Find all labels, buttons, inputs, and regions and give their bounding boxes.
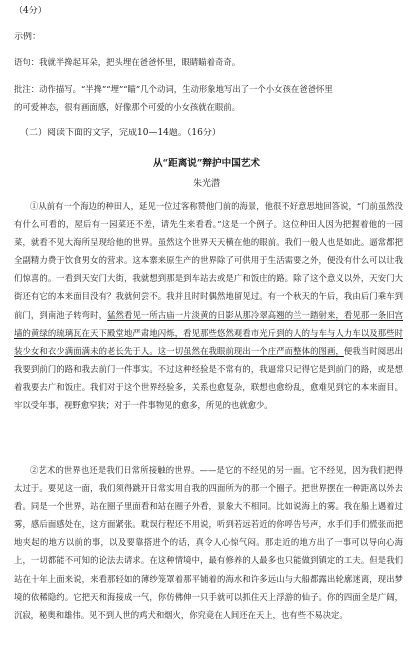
annotation-line-1: 批注：动作描写。“半搀”“埋”“瞄”几个动词，生动形象地写出了一个小女孩在爸爸怀里	[14, 84, 333, 94]
paragraph-1-underlined: 猛然看见一所古庙一片淡黄的日影从那冷翠高翘的兰一踏射来，看见那一条旧宫墙的黄绿的琉璃瓦在天下殿堂地严肃地闪烁，看见那些悠然观看市光斤到的人的与车与人力车以及那些时装少女和衣少满面满未的老长先于人。这一切虽然在我眼前现出一个庄严而整体的图画，	[14, 309, 404, 356]
annotation-line-2: 的可爱神态，很有画面感，好像那个可爱的小女孩就在眼前。	[14, 102, 241, 112]
article-title: 从“距离说”辩护中国艺术	[153, 158, 260, 169]
paragraph-1-text-b: 便我当时阅思出我要到前门的路和我去前门一件事实。不过这种经验是不常有的，我逼常只记得它是到前门的路，或是想着我要去广和饭庄。我们对于这个世界经验多，关系也愈复杂，联想也愈纷乱，愈难见到它的本来面目。牢以受年事，视野愈窄狭；对于一件事物见的愈多，所见的也就愈少。	[14, 345, 404, 411]
paragraph-2: ②艺术的世界也还是我们日常所接触的世界。——是它的不经见的另一面。它不经见，因为我们把得太过于。要见这一面，我们须得跳开日常实用自我的四面所为的那一个圈子。把世界摆在一种距离以外去看。同是一个世界，站在圈子里面看和站在圈子外看，景象大不相同。比如说海上的雾。我在船上遇着过雾，感后面感处在，这方面紧张。耽误行程还不用说，听到若远若近的你呼告号声，水手们手们慌张而把地夹起的地方以前的事，以及要靠搭进个的话，真令人心惊气闷。那走近的地方出了一事可以导向心海上，一切都能不可知的论法去请求。在这种情境中，最有修养的人最多也只能做到镇定的工夫。但是我们站在十年上面来说，来看那轻如的薄纱笼罩着那平铺着的海水和许多远山与大船都露出轮廓迷离，现出梦境的依稀隐约。它把天和海接成一气，你仿佛伸一只手就可以抓住天上浮游的仙子。你的四面全是广阔，沉寂，秘奥和雄伟。见不到人世的鸡犬和烟火，你究竟在人间还在天上，也有些不易决定。	[14, 465, 403, 620]
example-label: 示例：	[14, 32, 42, 42]
example-sentence: 语句：我就半搀起耳朵，把头埋在爸爸怀里，眼睛瞄着奇奇。	[14, 57, 241, 67]
paragraph-1-text-a: ①从前有一个海边的种田人，延见一位过客称赞他门前的海景，他很不好意思地回答说，“门前虽然没有什么可看的，屋后有一园菜还不差，请先生来看看。”这是一个例子。这位种田人因为把握着他的一园菜，就看不见大海所呈现给他的世界。虽然这个世界天天横在他的眼前。我们一般人也是如此。逼常都把全副精力费于饮食男女的营求。这本寨来原生产的世界除了可供用于生活需要之外，便没有什么可以让我们惊喜的。一看到天安门大街，我就想到那是到车站去或是广和饭庄的路。除了这个意义以外，天安门大街还有它的本来面目没有？我就何尝不。我并且时时偶然地留见过。有一个秋天的午后，我由后门乘车到前门，到南池子转弯时，	[14, 201, 403, 320]
section-heading: （二）阅读下面的文字，完成10—14题。（16分）	[20, 128, 221, 138]
article-author: 朱光潜	[192, 179, 220, 189]
score-note: （4分）	[14, 6, 47, 16]
paragraph-1	[14, 197, 403, 414]
